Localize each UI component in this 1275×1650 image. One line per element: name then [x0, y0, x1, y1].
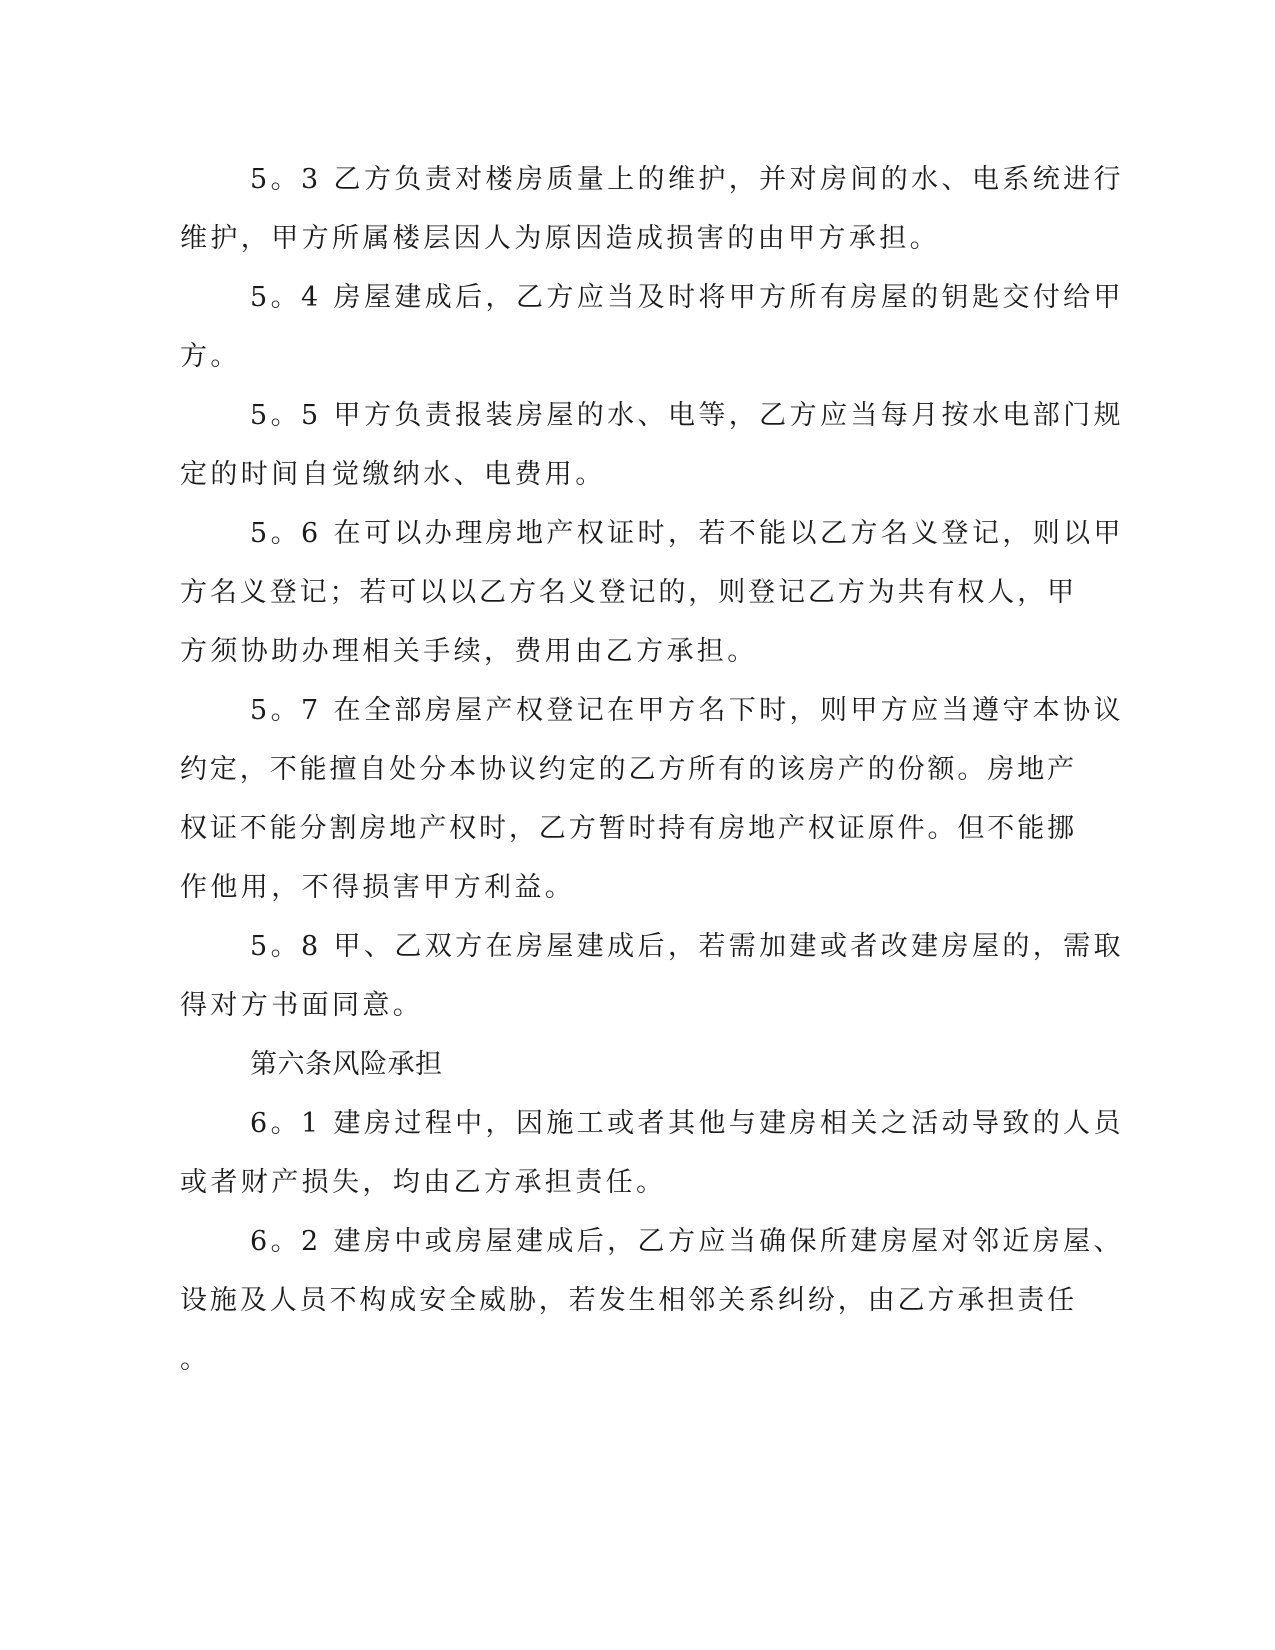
clause-5-5-line-1: 5。5 甲方负责报装房屋的水、电等，乙方应当每月按水电部门规	[250, 400, 1124, 431]
clause-5-7-line-3: 权证不能分割房地产权时，乙方暂时持有房地产权证原件。但不能挪	[180, 813, 1077, 844]
clause-5-3-line-2: 维护，甲方所属楼层因人为原因造成损害的由甲方承担。	[180, 223, 940, 254]
clause-6-2-line-2: 设施及人员不构成安全威胁，若发生相邻关系纠纷，由乙方承担责任	[180, 1285, 1077, 1316]
clause-5-8-line-2: 得对方书面同意。	[180, 990, 424, 1021]
clause-6-2-line-3: 。	[180, 1344, 211, 1375]
clause-5-3-line-1: 5。3 乙方负责对楼房质量上的维护，并对房间的水、电系统进行	[250, 164, 1124, 195]
clause-5-6-line-2: 方名义登记；若可以以乙方名义登记的，则登记乙方为共有权人，甲	[180, 577, 1077, 608]
clause-5-6-line-3: 方须协助办理相关手续，费用由乙方承担。	[180, 636, 758, 667]
clause-6-1-line-1: 6。1 建房过程中，因施工或者其他与建房相关之活动导致的人员	[250, 1108, 1124, 1139]
clause-5-7-line-4: 作他用，不得损害甲方利益。	[180, 872, 576, 903]
clause-5-4-line-2: 方。	[180, 341, 241, 372]
clause-5-5-line-2: 定的时间自觉缴纳水、电费用。	[180, 459, 606, 490]
clause-5-4-line-1: 5。4 房屋建成后，乙方应当及时将甲方所有房屋的钥匙交付给甲	[250, 282, 1124, 313]
clause-5-7-line-1: 5。7 在全部房屋产权登记在甲方名下时，则甲方应当遵守本协议	[250, 695, 1124, 726]
clause-5-6-line-1: 5。6 在可以办理房地产权证时，若不能以乙方名义登记，则以甲	[250, 518, 1124, 549]
section-heading-article-6: 第六条风险承担	[250, 1049, 443, 1080]
clause-6-2-line-1: 6。2 建房中或房屋建成后，乙方应当确保所建房屋对邻近房屋、	[250, 1226, 1124, 1257]
clause-5-7-line-2: 约定，不能擅自处分本协议约定的乙方所有的该房产的份额。房地产	[180, 754, 1077, 785]
clause-6-1-line-2: 或者财产损失，均由乙方承担责任。	[180, 1167, 667, 1198]
clause-5-8-line-1: 5。8 甲、乙双方在房屋建成后，若需加建或者改建房屋的，需取	[250, 931, 1124, 962]
